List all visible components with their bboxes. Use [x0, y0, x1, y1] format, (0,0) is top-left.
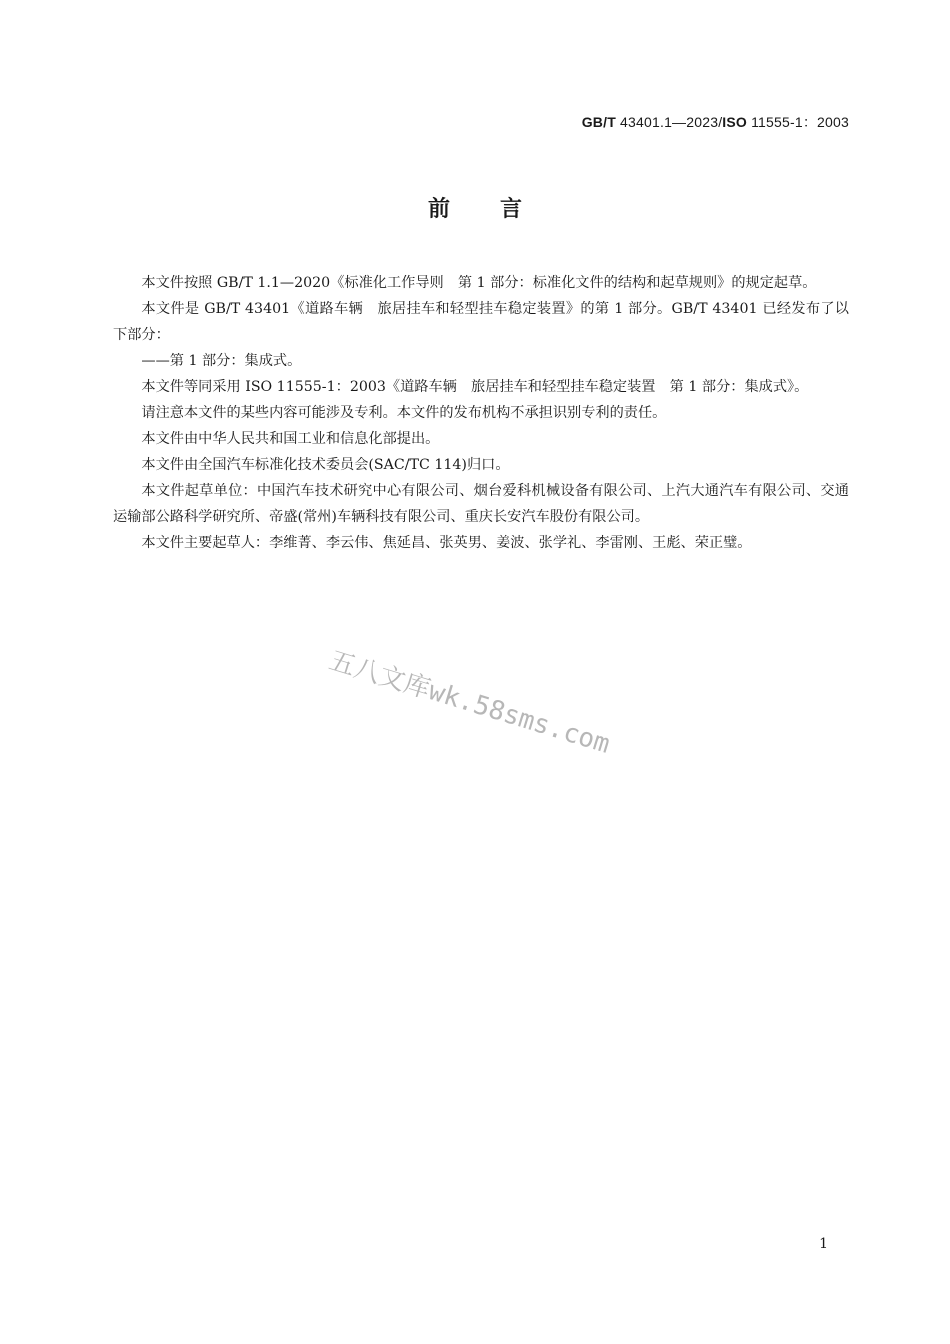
standard-code [582, 112, 849, 132]
watermark: 五八文库wk.58sms.com [325, 645, 614, 760]
paragraph: 请注意本文件的某些内容可能涉及专利。本文件的发布机构不承担识别专利的责任。 [141, 405, 667, 421]
paragraph: 本文件按照 GB/T 1.1—2020《标准化工作导则 第 1 部分：标准化文件的结构和起草规则》的规定起草。 [141, 275, 817, 291]
page-number: 1 [819, 1236, 828, 1252]
page-title-char-1: 前 [427, 197, 450, 222]
list-item: ——第 1 部分：集成式。 [141, 353, 302, 369]
standard-code-gb: GB/T [581, 114, 616, 130]
paragraph: 本文件主要起草人：李维菁、李云伟、焦延昌、张英男、姜波、张学礼、李雷刚、王彪、荣正璧。 [141, 535, 752, 551]
page-title [0, 192, 950, 223]
paragraph: 本文件等同采用 ISO 11555-1：2003《道路车辆 旅居挂车和轻型挂车稳定装置 第 1 部分：集成式》。 [141, 379, 809, 395]
standard-code-iso: ISO [722, 114, 748, 130]
foreword-body [113, 270, 849, 556]
page-title-char-2: 言 [500, 197, 523, 222]
standard-code-number: 43401.1—2023/ [620, 114, 723, 130]
paragraph: 本文件由全国汽车标准化技术委员会(SAC/TC 114)归口。 [141, 457, 510, 473]
standard-code-iso-number: 11555-1：2003 [751, 114, 849, 130]
paragraph: 本文件由中华人民共和国工业和信息化部提出。 [141, 431, 440, 447]
paragraph: 本文件起草单位：中国汽车技术研究中心有限公司、烟台爱科机械设备有限公司、上汽大通汽车有限公司、交通运输部公路科学研究所、帝盛(常州)车辆科技有限公司、重庆长安汽车股份有限公司。 [113, 483, 849, 525]
paragraph: 本文件是 GB/T 43401《道路车辆 旅居挂车和轻型挂车稳定装置》的第 1 部分。GB/T 43401 已经发布了以下部分： [113, 301, 849, 343]
